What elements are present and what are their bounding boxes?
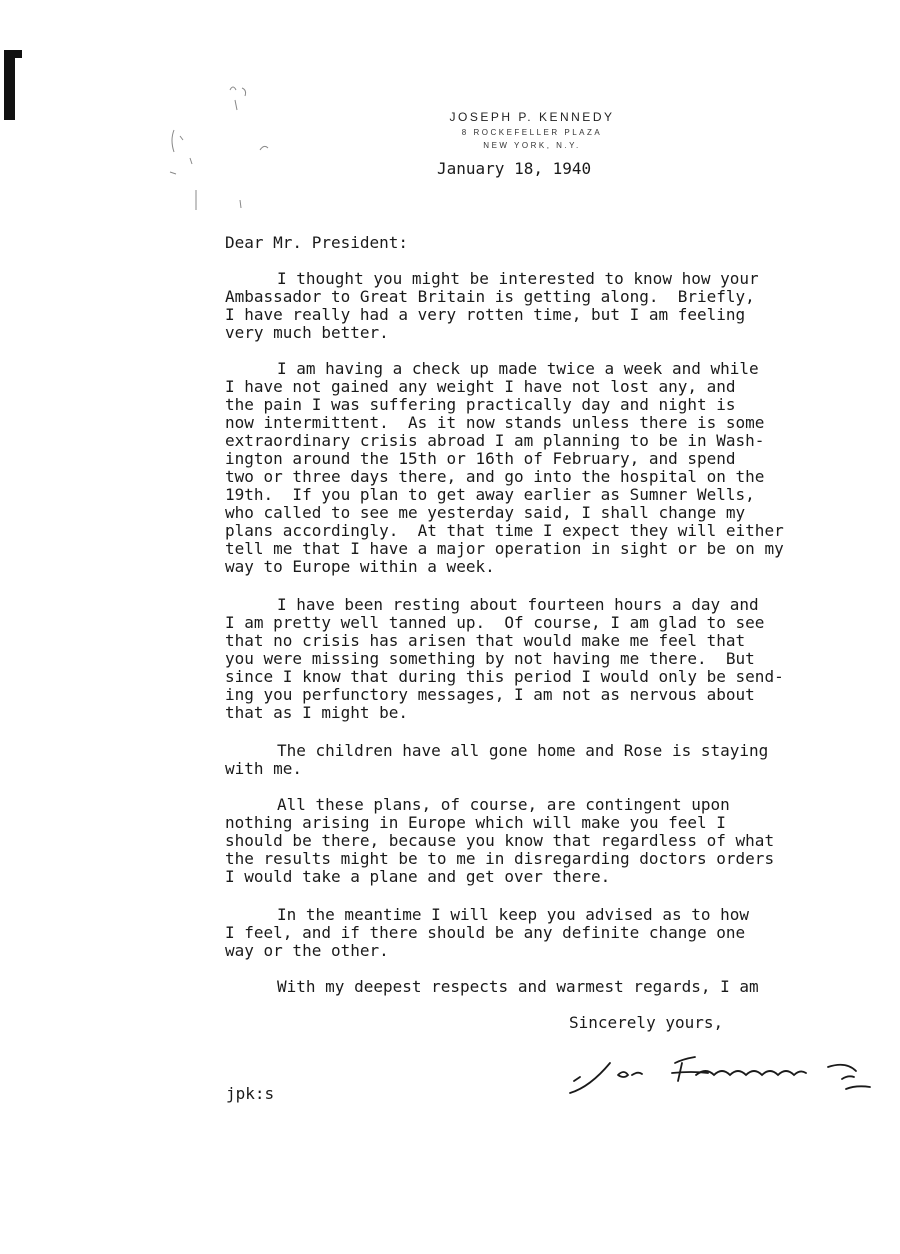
body-line: way to Europe within a week. — [225, 557, 495, 576]
scan-edge-mark — [4, 50, 15, 120]
body-line: I have really had a very rotten time, but I am feeling — [225, 305, 746, 324]
body-line: Ambassador to Great Britain is getting along. Briefly, — [225, 287, 755, 306]
body-line: should be there, because you know that regardless of what — [225, 831, 775, 850]
body-line: who called to see me yesterday said, I shall change my — [225, 503, 746, 522]
letterhead-name: JOSEPH P. KENNEDY — [449, 110, 615, 124]
body-line: extraordinary crisis abroad I am planning to be in Wash- — [225, 431, 765, 450]
body-line: In the meantime I will keep you advised as to how — [277, 905, 750, 924]
body-line: the pain I was suffering practically day and night is — [225, 395, 736, 414]
letterhead-city: NEW YORK, N.Y. — [483, 141, 581, 150]
body-line: 19th. If you plan to get away earlier as Sumner Wells, — [225, 485, 755, 504]
body-line: I am pretty well tanned up. Of course, I am glad to see — [225, 613, 765, 632]
body-line: that no crisis has arisen that would make me feel that — [225, 631, 746, 650]
body-line: All these plans, of course, are contingent upon — [277, 795, 730, 814]
body-line: plans accordingly. At that time I expect they will either — [225, 521, 784, 540]
body-line: that as I might be. — [225, 703, 409, 722]
handwritten-signature — [560, 1045, 890, 1105]
body-line: I thought you might be interested to know how your — [277, 269, 759, 288]
body-line: The children have all gone home and Rose is staying — [277, 741, 769, 760]
body-line: tell me that I have a major operation in sight or be on my — [225, 539, 784, 558]
faint-handwritten-marks — [160, 60, 280, 220]
body-line: now intermittent. As it now stands unless there is some — [225, 413, 765, 432]
body-line: ing you perfunctory messages, I am not as nervous about — [225, 685, 755, 704]
closing: Sincerely yours, — [569, 1013, 724, 1032]
letter-date: January 18, 1940 — [437, 159, 592, 178]
body-line: I would take a plane and get over there. — [225, 867, 611, 886]
body-line: you were missing something by not having me there. But — [225, 649, 755, 668]
body-line: I have been resting about fourteen hours a day and — [277, 595, 759, 614]
body-line: I am having a check up made twice a week and while — [277, 359, 759, 378]
body-line: with me. — [225, 759, 303, 778]
body-line: With my deepest respects and warmest regards, I am — [277, 977, 759, 996]
body-line: ington around the 15th or 16th of February, and spend — [225, 449, 736, 468]
body-line: nothing arising in Europe which will make you feel I — [225, 813, 726, 832]
letterhead — [432, 110, 632, 150]
body-line: way or the other. — [225, 941, 389, 960]
body-line: I feel, and if there should be any definite change one — [225, 923, 746, 942]
body-line: the results might be to me in disregarding doctors orders — [225, 849, 775, 868]
body-line: I have not gained any weight I have not lost any, and — [225, 377, 736, 396]
body-line: two or three days there, and go into the hospital on the — [225, 467, 765, 486]
reference-initials: jpk:s — [226, 1084, 275, 1103]
body-line: since I know that during this period I would only be send- — [225, 667, 784, 686]
salutation: Dear Mr. President: — [225, 233, 409, 252]
body-line: very much better. — [225, 323, 389, 342]
letterhead-address: 8 ROCKEFELLER PLAZA — [461, 128, 603, 137]
